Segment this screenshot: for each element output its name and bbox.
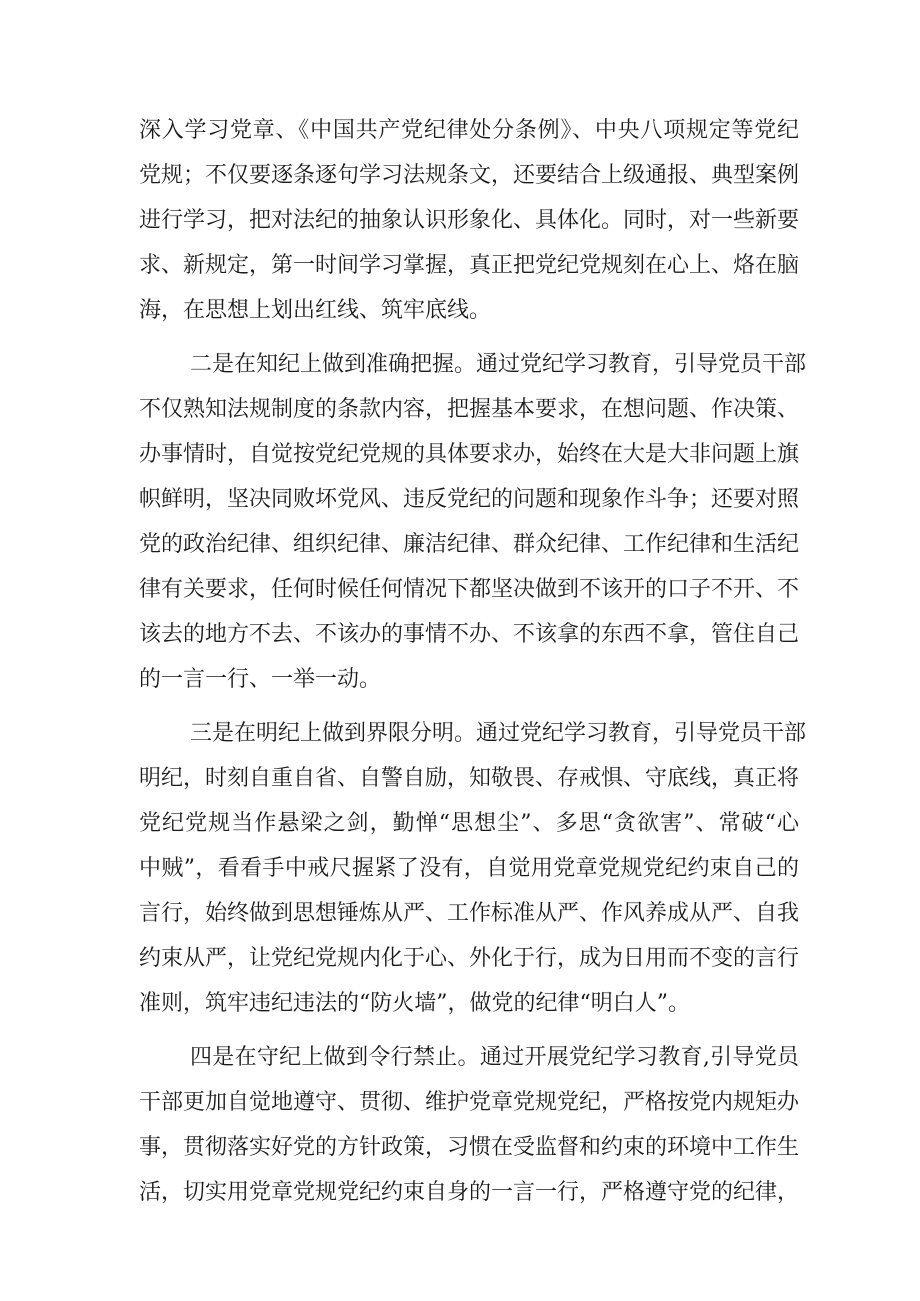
text-line: 求、新规定，第一时间学习掌握，真正把党纪党规刻在心上、烙在脑 [139,253,800,278]
text-line: 党纪党规当作悬梁之剑，勤惮“思想尘”、多思“贪欲害”、常破“心 [139,811,799,836]
text-line: 帜鲜明，坚决同败坏党风、违反党纪的问题和现象作斗争；还要对照 [139,487,800,512]
text-line: 深入学习党章、《中国共产党纪律处分条例》、中央八项规定等党纪 [139,118,799,143]
paragraph-continuation [139,108,799,333]
text-line: 不仅熟知法规制度的条款内容，把握基本要求，在想问题、作决策、 [139,397,800,422]
text-line: 进行学习，把对法纪的抽象认识形象化、具体化。同时，对一些新要 [139,208,800,233]
text-line: 海，在思想上划出红线、筑牢底线。 [139,298,492,323]
paragraph-point-three [139,711,807,1026]
text-line: 干部更加自觉地遵守、贯彻、维护党章党规党纪，严格按党内规矩办 [139,1090,800,1115]
text-line: 二是在知纪上做到准确把握。通过党纪学习教育，引导党员干部 [190,352,807,377]
text-line: 言行，始终做到思想锤炼从严、工作标准从严、作风养成从严、自我 [139,901,800,926]
text-line: 明纪，时刻自重自省、自警自励，知敬畏、存戒惧、守底线，真正将 [139,766,800,791]
text-line: 律有关要求，任何时候任何情况下都坚决做到不该开的口子不开、不 [139,577,800,602]
paragraph-point-four [139,1035,799,1215]
paragraph-point-two [139,342,807,702]
document-body [139,108,807,1224]
text-line: 四是在守纪上做到令行禁止。通过开展党纪学习教育,引导党员 [190,1045,799,1070]
text-line: 约束从严，让党纪党规内化于心、外化于行，成为日用而不变的言行 [139,946,800,971]
text-line: 党的政治纪律、组织纪律、廉洁纪律、群众纪律、工作纪律和生活纪 [139,532,800,557]
text-line: 中贼”，看看手中戒尺握紧了没有，自觉用党章党规党纪约束自己的 [139,856,799,881]
text-line: 准则，筑牢违纪违法的“防火墙”，做党的纪律“明白人”。 [139,991,690,1016]
text-line: 三是在明纪上做到界限分明。通过党纪学习教育，引导党员干部 [190,721,807,746]
text-line: 该去的地方不去、不该办的事情不办、不该拿的东西不拿，管住自己 [139,622,800,647]
text-line: 办事情时，自觉按党纪党规的具体要求办，始终在大是大非问题上旗 [139,442,800,467]
text-line: 事，贯彻落实好党的方针政策，习惯在受监督和约束的环境中工作生 [139,1135,800,1160]
text-line: 党规；不仅要逐条逐句学习法规条文，还要结合上级通报、典型案例 [139,163,800,188]
text-line: 活，切实用党章党规党纪约束自身的一言一行，严格遵守党的纪律， [139,1180,800,1205]
text-line: 的一言一行、一举一动。 [139,667,382,692]
